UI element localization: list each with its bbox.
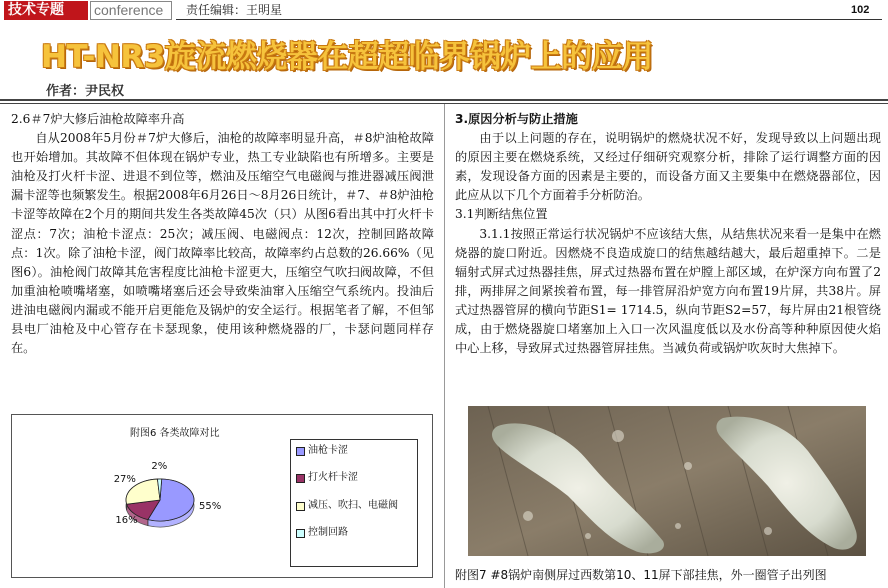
legend-swatch [296,474,305,483]
section-heading-2-6: 2.6＃7炉大修后油枪故障率升高 [11,112,185,126]
title-rule-top [0,99,888,101]
left-column [11,110,434,358]
chart-title: 附图6 各类故障对比 [130,428,220,439]
section-heading-3: 3.原因分析与防止措施 [455,112,578,126]
page-number: 102 [851,4,870,16]
body-paragraph: 由于以上问题的存在，说明锅炉的燃烧状况不好，发现导致以上问题出现的原因主要在燃烧系统，又经过仔细研究观察分析，排除了运行调整方面的因素，发现设备方面的因素是主要的，而设备方面又主要集中在燃烧器部位，因此应从以下几个方面着手分析防治。 [455,131,881,203]
legend-label: 油枪卡涩 [308,445,348,456]
column-separator [444,104,445,588]
section-badge: 技术专题 [4,1,88,20]
slag-photo [468,406,866,556]
body-paragraph: 自从2008年5月份＃7炉大修后，油枪的故障率明显升高，＃8炉油枪故障也开始增加。其故障不但体现在锅炉专业，热工专业缺陷也有所增多。主要是油枪及打火杆卡涩、进退不到位等，燃油及压缩空气电磁阀与推进器减压阀泄漏卡涩等也频繁发生。根据2008年6月26日～8月26日统计，＃7、＃8炉油枪卡涩等故障在2个月的期间共发生各类故障45次（只）从图6看出其中打火杆卡涩点：7次；油枪卡涩点：25次；减压阀、电磁阀点：12次，控制回路故障点：1次。除了油枪卡涩，阀门故障率比较高，故障率约占总数的26.66%（见图6）。油枪阀门故障其危害程度比油枪卡涩更大，压缩空气吹扫阀故障，不但加重油枪喷嘴堵塞，如喷嘴堵塞后还会导致柴油窜入压缩空气系统内。投油后进油电磁阀内漏或不能开启更能危及锅炉的安全运行。根据笔者了解，不但邹县电厂油枪及中心管存在卡瑟现象，使用该种燃烧器的厂，卡瑟问题同样存在。 [11,131,434,356]
pie-value-label: 55% [198,500,222,512]
legend-swatch [296,529,305,538]
pie-value-label: 2% [151,461,168,472]
subsection-heading-3-1: 3.1判断结焦位置 [455,207,548,222]
body-paragraph: 3.1.1按照正常运行状况锅炉不应该结大焦，从结焦状况来看一是集中在燃烧器的旋口附近。因燃烧不良造成旋口的结焦越结越大，最后超重掉下。二是辐射式屏式过热器挂焦，屏式过热器布置在炉膛上部区域，在炉深方向布置了2排，两排屏之间紧挨着布置，每一排管屏沿炉宽方向布置19片屏，共38片。屏式过热器管屏的横向节距S1= 1714.5，纵向节距S2=57，每片屏由21根管绕成，由于燃烧器旋口堵塞加上入口一次风温度低以及水份高等种种原因使火焰中心上移，导致屏式过热器管屏挂焦。当减负荷或锅炉吹灰时大焦掉下。 [455,226,881,356]
pie-value-label: 16% [115,515,138,527]
right-column [455,110,881,358]
section-english-label: conference [90,1,172,20]
header-rule [176,19,882,20]
legend-swatch [296,447,305,456]
legend-label: 打火杆卡涩 [308,472,358,483]
article-author: 作者：尹民权 [46,84,125,99]
legend-swatch [296,502,305,511]
legend-label: 减压、吹扫、电磁阀 [308,500,398,511]
article-title: HT-NR3旋流燃烧器在超超临界锅炉上的应用 [41,39,653,75]
legend-label: 控制回路 [308,527,348,538]
pie-value-label: 27% [113,474,136,486]
responsible-editor: 责任编辑：王明星 [186,3,283,17]
figure-7-caption: 附图7 #8锅炉南侧屏过西数第10、11屏下部挂焦，外一圈管子出列图 [455,568,827,582]
